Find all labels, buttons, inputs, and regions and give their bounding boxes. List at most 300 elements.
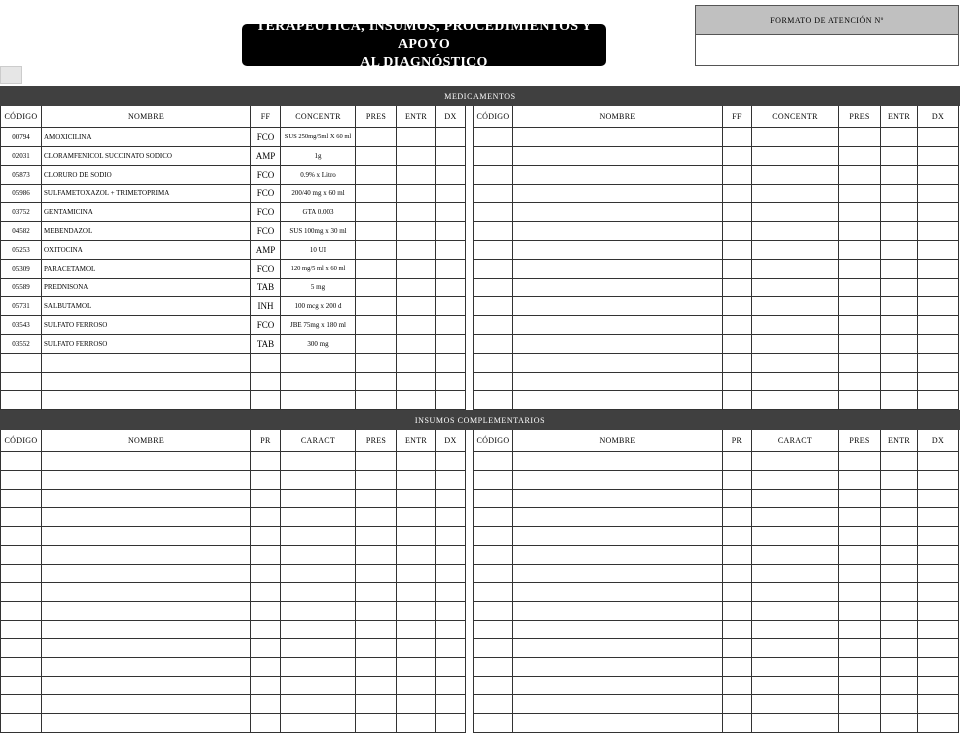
table-cell[interactable]: [397, 639, 436, 658]
table-cell[interactable]: 100 mcg x 200 d: [281, 297, 356, 316]
table-cell[interactable]: [473, 658, 513, 677]
table-cell[interactable]: [918, 260, 959, 279]
table-cell[interactable]: [473, 184, 513, 203]
table-cell[interactable]: [839, 335, 881, 354]
table-cell[interactable]: [436, 147, 466, 166]
table-cell[interactable]: [473, 489, 513, 508]
table-cell[interactable]: [513, 676, 723, 695]
table-cell[interactable]: [881, 639, 918, 658]
table-cell[interactable]: [723, 564, 752, 583]
table-cell[interactable]: [752, 639, 839, 658]
table-cell[interactable]: [251, 714, 281, 733]
table-cell[interactable]: [839, 508, 881, 527]
table-cell[interactable]: [397, 620, 436, 639]
table-cell[interactable]: [839, 527, 881, 546]
table-cell[interactable]: [918, 222, 959, 241]
table-cell[interactable]: [752, 714, 839, 733]
table-cell[interactable]: [436, 335, 466, 354]
table-cell[interactable]: [251, 546, 281, 565]
table-cell[interactable]: [436, 316, 466, 335]
table-cell[interactable]: [436, 471, 466, 490]
table-cell[interactable]: [473, 508, 513, 527]
table-cell[interactable]: [839, 564, 881, 583]
table-cell[interactable]: [436, 203, 466, 222]
table-cell[interactable]: [918, 527, 959, 546]
table-cell[interactable]: [473, 620, 513, 639]
table-cell[interactable]: [473, 564, 513, 583]
table-cell[interactable]: [752, 602, 839, 621]
table-cell[interactable]: [356, 471, 397, 490]
table-cell[interactable]: [513, 354, 723, 373]
table-cell[interactable]: [513, 241, 723, 260]
table-cell[interactable]: [281, 452, 356, 471]
table-cell[interactable]: [473, 452, 513, 471]
table-cell[interactable]: [356, 564, 397, 583]
table-cell[interactable]: [436, 278, 466, 297]
table-cell[interactable]: [881, 391, 918, 410]
table-cell[interactable]: [251, 564, 281, 583]
table-cell[interactable]: [436, 676, 466, 695]
table-cell[interactable]: [881, 184, 918, 203]
table-cell[interactable]: [918, 354, 959, 373]
table-cell[interactable]: [251, 527, 281, 546]
table-cell[interactable]: [881, 316, 918, 335]
table-cell[interactable]: [356, 203, 397, 222]
table-cell[interactable]: [436, 620, 466, 639]
table-cell[interactable]: [881, 471, 918, 490]
table-cell[interactable]: FCO: [251, 222, 281, 241]
table-cell[interactable]: [881, 676, 918, 695]
table-cell[interactable]: [436, 260, 466, 279]
table-cell[interactable]: [513, 602, 723, 621]
table-cell[interactable]: JBE 75mg x 180 ml: [281, 316, 356, 335]
table-cell[interactable]: [281, 489, 356, 508]
table-cell[interactable]: [839, 147, 881, 166]
table-cell[interactable]: [839, 471, 881, 490]
table-cell[interactable]: [473, 147, 513, 166]
table-cell[interactable]: [251, 452, 281, 471]
table-cell[interactable]: [723, 184, 752, 203]
table-cell[interactable]: [723, 639, 752, 658]
table-cell[interactable]: [473, 372, 513, 391]
table-cell[interactable]: [251, 489, 281, 508]
table-cell[interactable]: [436, 527, 466, 546]
table-cell[interactable]: [918, 508, 959, 527]
table-cell[interactable]: [752, 564, 839, 583]
table-cell[interactable]: MEBENDAZOL: [42, 222, 251, 241]
table-cell[interactable]: [436, 166, 466, 185]
table-cell[interactable]: [397, 452, 436, 471]
table-cell[interactable]: [918, 203, 959, 222]
table-cell[interactable]: [397, 602, 436, 621]
table-cell[interactable]: [473, 166, 513, 185]
table-cell[interactable]: [752, 128, 839, 147]
table-cell[interactable]: [752, 676, 839, 695]
table-cell[interactable]: [473, 354, 513, 373]
table-cell[interactable]: [473, 602, 513, 621]
table-cell[interactable]: [436, 354, 466, 373]
table-cell[interactable]: [473, 527, 513, 546]
table-cell[interactable]: [723, 695, 752, 714]
table-cell[interactable]: [513, 203, 723, 222]
table-cell[interactable]: [473, 203, 513, 222]
table-cell[interactable]: [436, 452, 466, 471]
table-cell[interactable]: [513, 695, 723, 714]
table-cell[interactable]: [473, 714, 513, 733]
table-cell[interactable]: 0.9% x Litro: [281, 166, 356, 185]
table-cell[interactable]: [513, 391, 723, 410]
table-cell[interactable]: [42, 471, 251, 490]
table-cell[interactable]: [356, 147, 397, 166]
table-cell[interactable]: [281, 508, 356, 527]
table-cell[interactable]: [473, 676, 513, 695]
table-cell[interactable]: [397, 527, 436, 546]
table-cell[interactable]: CLORURO DE SODIO: [42, 166, 251, 185]
table-cell[interactable]: [42, 546, 251, 565]
table-cell[interactable]: [881, 354, 918, 373]
table-cell[interactable]: [513, 489, 723, 508]
table-cell[interactable]: [723, 147, 752, 166]
table-cell[interactable]: [436, 714, 466, 733]
table-cell[interactable]: [881, 278, 918, 297]
table-cell[interactable]: [356, 602, 397, 621]
table-cell[interactable]: [251, 391, 281, 410]
table-cell[interactable]: [281, 372, 356, 391]
table-cell[interactable]: [436, 128, 466, 147]
table-cell[interactable]: [0, 564, 42, 583]
table-cell[interactable]: [281, 620, 356, 639]
table-cell[interactable]: [839, 316, 881, 335]
table-cell[interactable]: [42, 602, 251, 621]
table-cell[interactable]: [918, 583, 959, 602]
table-cell[interactable]: [42, 676, 251, 695]
table-cell[interactable]: 120 mg/5 ml x 60 ml: [281, 260, 356, 279]
table-cell[interactable]: [918, 695, 959, 714]
table-cell[interactable]: [918, 489, 959, 508]
table-cell[interactable]: [42, 639, 251, 658]
table-cell[interactable]: [839, 260, 881, 279]
table-cell[interactable]: [251, 602, 281, 621]
table-cell[interactable]: [881, 489, 918, 508]
table-cell[interactable]: [473, 471, 513, 490]
table-cell[interactable]: [723, 260, 752, 279]
table-cell[interactable]: [356, 354, 397, 373]
table-cell[interactable]: SULFATO FERROSO: [42, 316, 251, 335]
table-cell[interactable]: [752, 278, 839, 297]
table-cell[interactable]: [513, 508, 723, 527]
table-cell[interactable]: [281, 695, 356, 714]
table-cell[interactable]: FCO: [251, 128, 281, 147]
table-cell[interactable]: 00794: [0, 128, 42, 147]
table-cell[interactable]: [513, 639, 723, 658]
table-cell[interactable]: [513, 278, 723, 297]
table-cell[interactable]: 05731: [0, 297, 42, 316]
table-cell[interactable]: [356, 583, 397, 602]
table-cell[interactable]: [752, 335, 839, 354]
table-cell[interactable]: [397, 278, 436, 297]
table-cell[interactable]: [839, 166, 881, 185]
table-cell[interactable]: 300 mg: [281, 335, 356, 354]
table-cell[interactable]: [42, 452, 251, 471]
table-cell[interactable]: [839, 639, 881, 658]
table-cell[interactable]: [397, 489, 436, 508]
table-cell[interactable]: [0, 658, 42, 677]
table-cell[interactable]: [251, 372, 281, 391]
table-cell[interactable]: [723, 714, 752, 733]
table-cell[interactable]: FCO: [251, 166, 281, 185]
table-cell[interactable]: [723, 391, 752, 410]
table-cell[interactable]: [881, 714, 918, 733]
table-cell[interactable]: [356, 241, 397, 260]
table-cell[interactable]: [397, 203, 436, 222]
table-cell[interactable]: [513, 564, 723, 583]
table-cell[interactable]: [397, 184, 436, 203]
table-cell[interactable]: [513, 222, 723, 241]
table-cell[interactable]: [473, 695, 513, 714]
table-cell[interactable]: [918, 297, 959, 316]
table-cell[interactable]: [839, 184, 881, 203]
table-cell[interactable]: [918, 658, 959, 677]
table-cell[interactable]: PARACETAMOL: [42, 260, 251, 279]
table-cell[interactable]: [42, 658, 251, 677]
table-cell[interactable]: SULFATO FERROSO: [42, 335, 251, 354]
table-cell[interactable]: [513, 297, 723, 316]
table-cell[interactable]: [281, 354, 356, 373]
table-cell[interactable]: [397, 335, 436, 354]
table-cell[interactable]: 05873: [0, 166, 42, 185]
table-cell[interactable]: [356, 695, 397, 714]
table-cell[interactable]: [251, 695, 281, 714]
table-cell[interactable]: [397, 222, 436, 241]
table-cell[interactable]: [397, 564, 436, 583]
table-cell[interactable]: [251, 639, 281, 658]
table-cell[interactable]: [723, 128, 752, 147]
table-cell[interactable]: [752, 658, 839, 677]
table-cell[interactable]: [436, 639, 466, 658]
table-cell[interactable]: [42, 695, 251, 714]
table-cell[interactable]: [881, 203, 918, 222]
table-cell[interactable]: [397, 658, 436, 677]
table-cell[interactable]: [0, 546, 42, 565]
table-cell[interactable]: [0, 583, 42, 602]
table-cell[interactable]: [281, 546, 356, 565]
table-cell[interactable]: [752, 527, 839, 546]
table-cell[interactable]: [723, 372, 752, 391]
table-cell[interactable]: [42, 620, 251, 639]
table-cell[interactable]: [723, 527, 752, 546]
table-cell[interactable]: [356, 391, 397, 410]
table-cell[interactable]: [42, 714, 251, 733]
table-cell[interactable]: 03543: [0, 316, 42, 335]
table-cell[interactable]: [839, 391, 881, 410]
table-cell[interactable]: [0, 676, 42, 695]
table-cell[interactable]: [436, 184, 466, 203]
table-cell[interactable]: 05589: [0, 278, 42, 297]
table-cell[interactable]: GENTAMICINA: [42, 203, 251, 222]
table-cell[interactable]: [752, 222, 839, 241]
table-cell[interactable]: [839, 546, 881, 565]
table-cell[interactable]: [839, 128, 881, 147]
table-cell[interactable]: [752, 471, 839, 490]
table-cell[interactable]: [397, 297, 436, 316]
table-cell[interactable]: [397, 583, 436, 602]
table-cell[interactable]: [918, 391, 959, 410]
table-cell[interactable]: 5 mg: [281, 278, 356, 297]
table-cell[interactable]: [42, 583, 251, 602]
table-cell[interactable]: [839, 676, 881, 695]
table-cell[interactable]: [513, 147, 723, 166]
table-cell[interactable]: [513, 546, 723, 565]
table-cell[interactable]: [356, 222, 397, 241]
table-cell[interactable]: [251, 471, 281, 490]
table-cell[interactable]: [839, 658, 881, 677]
table-cell[interactable]: [723, 546, 752, 565]
table-cell[interactable]: [918, 128, 959, 147]
table-cell[interactable]: [752, 260, 839, 279]
table-cell[interactable]: [839, 222, 881, 241]
table-cell[interactable]: [513, 527, 723, 546]
table-cell[interactable]: [356, 508, 397, 527]
table-cell[interactable]: [436, 602, 466, 621]
table-cell[interactable]: 200/40 mg x 60 ml: [281, 184, 356, 203]
table-cell[interactable]: [513, 166, 723, 185]
table-cell[interactable]: [473, 639, 513, 658]
table-cell[interactable]: 04582: [0, 222, 42, 241]
table-cell[interactable]: [0, 714, 42, 733]
table-cell[interactable]: [839, 583, 881, 602]
table-cell[interactable]: 02031: [0, 147, 42, 166]
table-cell[interactable]: [473, 335, 513, 354]
table-cell[interactable]: [839, 241, 881, 260]
table-cell[interactable]: [397, 316, 436, 335]
table-cell[interactable]: SUS 100mg x 30 ml: [281, 222, 356, 241]
table-cell[interactable]: [436, 658, 466, 677]
table-cell[interactable]: [918, 546, 959, 565]
table-cell[interactable]: [723, 602, 752, 621]
table-cell[interactable]: [881, 166, 918, 185]
table-cell[interactable]: [752, 452, 839, 471]
table-cell[interactable]: [397, 471, 436, 490]
table-cell[interactable]: [918, 620, 959, 639]
table-cell[interactable]: [839, 695, 881, 714]
table-cell[interactable]: [397, 546, 436, 565]
table-cell[interactable]: [752, 391, 839, 410]
table-cell[interactable]: [436, 372, 466, 391]
table-cell[interactable]: [473, 297, 513, 316]
table-cell[interactable]: [513, 452, 723, 471]
table-cell[interactable]: CLORAMFENICOL SUCCINATO SODICO: [42, 147, 251, 166]
table-cell[interactable]: [397, 241, 436, 260]
table-cell[interactable]: PREDNISONA: [42, 278, 251, 297]
table-cell[interactable]: [473, 222, 513, 241]
table-cell[interactable]: 1g: [281, 147, 356, 166]
table-cell[interactable]: [42, 489, 251, 508]
table-cell[interactable]: [356, 316, 397, 335]
table-cell[interactable]: [752, 372, 839, 391]
table-cell[interactable]: [251, 508, 281, 527]
table-cell[interactable]: [513, 128, 723, 147]
table-cell[interactable]: [356, 166, 397, 185]
table-cell[interactable]: [723, 278, 752, 297]
table-cell[interactable]: [752, 583, 839, 602]
table-cell[interactable]: AMOXICILINA: [42, 128, 251, 147]
table-cell[interactable]: [473, 546, 513, 565]
table-cell[interactable]: FCO: [251, 184, 281, 203]
table-cell[interactable]: [752, 620, 839, 639]
table-cell[interactable]: [918, 184, 959, 203]
table-cell[interactable]: [918, 335, 959, 354]
table-cell[interactable]: [918, 602, 959, 621]
table-cell[interactable]: [723, 620, 752, 639]
table-cell[interactable]: [0, 391, 42, 410]
table-cell[interactable]: FCO: [251, 316, 281, 335]
table-cell[interactable]: [839, 714, 881, 733]
table-cell[interactable]: [397, 128, 436, 147]
table-cell[interactable]: [918, 564, 959, 583]
table-cell[interactable]: [752, 147, 839, 166]
table-cell[interactable]: OXITOCINA: [42, 241, 251, 260]
table-cell[interactable]: [356, 620, 397, 639]
table-cell[interactable]: [839, 203, 881, 222]
table-cell[interactable]: [356, 335, 397, 354]
table-cell[interactable]: GTA 0.003: [281, 203, 356, 222]
table-cell[interactable]: [881, 695, 918, 714]
table-cell[interactable]: [42, 527, 251, 546]
table-cell[interactable]: [397, 147, 436, 166]
table-cell[interactable]: [251, 620, 281, 639]
table-cell[interactable]: [251, 658, 281, 677]
table-cell[interactable]: [513, 260, 723, 279]
table-cell[interactable]: [356, 714, 397, 733]
table-cell[interactable]: [251, 676, 281, 695]
table-cell[interactable]: TAB: [251, 278, 281, 297]
table-cell[interactable]: [723, 203, 752, 222]
table-cell[interactable]: [881, 658, 918, 677]
table-cell[interactable]: [281, 602, 356, 621]
table-cell[interactable]: [723, 489, 752, 508]
table-cell[interactable]: [881, 372, 918, 391]
table-cell[interactable]: [42, 354, 251, 373]
table-cell[interactable]: 10 UI: [281, 241, 356, 260]
table-cell[interactable]: [356, 128, 397, 147]
table-cell[interactable]: [281, 639, 356, 658]
table-cell[interactable]: [918, 147, 959, 166]
table-cell[interactable]: [881, 564, 918, 583]
table-cell[interactable]: [356, 278, 397, 297]
table-cell[interactable]: [723, 297, 752, 316]
table-cell[interactable]: [281, 714, 356, 733]
formato-atencion-field[interactable]: [696, 35, 958, 66]
table-cell[interactable]: [436, 297, 466, 316]
table-cell[interactable]: [918, 316, 959, 335]
table-cell[interactable]: [473, 316, 513, 335]
table-cell[interactable]: [251, 354, 281, 373]
table-cell[interactable]: [881, 546, 918, 565]
table-cell[interactable]: [752, 546, 839, 565]
table-cell[interactable]: [281, 583, 356, 602]
table-cell[interactable]: [0, 602, 42, 621]
table-cell[interactable]: [839, 354, 881, 373]
table-cell[interactable]: [918, 166, 959, 185]
table-cell[interactable]: [752, 695, 839, 714]
table-cell[interactable]: [356, 297, 397, 316]
table-cell[interactable]: FCO: [251, 260, 281, 279]
table-cell[interactable]: [397, 695, 436, 714]
table-cell[interactable]: [0, 508, 42, 527]
table-cell[interactable]: [251, 583, 281, 602]
table-cell[interactable]: [356, 639, 397, 658]
table-cell[interactable]: 03752: [0, 203, 42, 222]
